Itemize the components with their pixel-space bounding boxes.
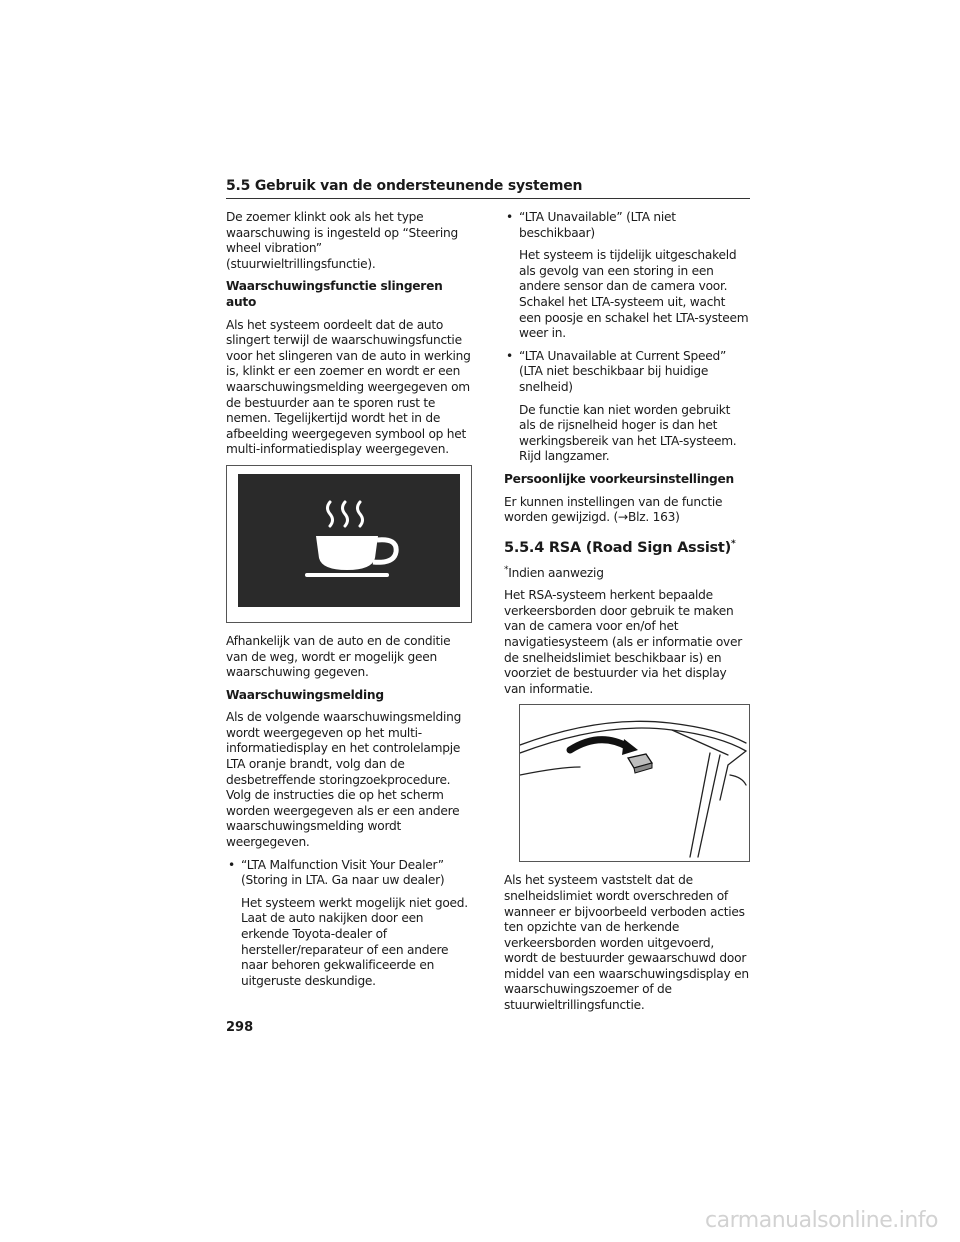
coffee-cup-icon [238,474,460,607]
bullet-lta-malfunction [226,858,472,990]
bullet-lta-unavailable-speed [504,349,750,465]
paragraph-sway-warning: Als het systeem oordeelt dat de auto slingert terwijl de waarschuwingsfunctie voor het slingeren van de auto in werking is, klinkt er een zoemer en wordt er een waarschuwingsmelding weergegeven om de bestuurder aan te sporen rust te nemen. Tegelijkertijd wordt het in de afbeelding weergegeven symbool op het multi-informatiedisplay weergegeven. [226,317,471,457]
figure-coffee-cup [226,465,472,623]
bullet-lta-unavailable [504,210,750,342]
subheading-warning-message: Waarschuwingsmelding [226,687,384,702]
paragraph-preferences: Er kunnen instellingen van de functie worden gewijzigd. (→Blz. 163) [504,494,723,525]
subheading-preferences: Persoonlijke voorkeursinstellingen [504,471,734,486]
multi-information-display [238,474,460,607]
front-camera-icon [628,754,652,773]
page-number: 298 [226,1020,254,1035]
bullet-body: De functie kan niet worden gebruikt als de rijsnelheid hoger is dan het werkingsbereik van het LTA-systeem. Rijd langzamer. [519,402,737,464]
bullet-body: Het systeem werkt mogelijk niet goed. Laat de auto nakijken door een erkende Toyota-dealer of hersteller/reparateur of een andere naar behoren gekwalificeerde en uitgeruste deskundige. [241,895,468,988]
bullet-body: Het systeem is tijdelijk uitgeschakeld als gevolg van een storing in een andere sensor dan de camera voor. Schakel het LTA-systeem uit, wacht een poosje en schakel het LTA-systeem weer in. [519,248,749,341]
section-title-asterisk: * [730,538,736,549]
subheading-sway-warning: Waarschuwingsfunctie slingeren auto [226,279,443,309]
right-column [504,210,750,1021]
paragraph-rsa-warning: Als het systeem vaststelt dat de snelheidslimiet wordt overschreden of wanneer er bijvoorbeeld verboden acties ten opzichte van de herkende verkeersborden worden uitgevoerd, wordt de bestuurder gewaarschuwd door middel van een waarschuwingsdisplay en waarschuwingszoemer of de stuurwieltrillingsfunctie. [504,873,749,1013]
footnote-asterisk: * [504,564,509,575]
bullet-title: • “LTA Malfunction Visit Your Dealer” (Storing in LTA. Ga naar uw dealer) [241,857,445,888]
footnote-text: Indien aanwezig [508,565,604,580]
footnote [504,563,750,582]
windshield-camera-illustration [520,705,749,861]
watermark: carmanualsonline.info [705,1208,938,1233]
paragraph-warning-message: Als de volgende waarschuwingsmelding wordt weergegeven op het multi-informatiedisplay en het controlelampje LTA oranje brandt, volg dan de desbetreffende storingzoekprocedure. Volg de instructies die op het scherm worden weergegeven als er een andere waarschuwingsmelding wordt weergegeven. [226,710,462,850]
figure-windshield-camera [519,704,750,862]
left-column [226,210,472,996]
section-title-rsa [504,535,750,557]
section-title-text: 5.5.4 RSA (Road Sign Assist) [504,539,731,556]
bullet-title: • “LTA Unavailable at Current Speed” (LTA niet beschikbaar bij huidige snelheid) [519,348,727,394]
paragraph-condition: Afhankelijk van de auto en de conditie van de weg, wordt er mogelijk geen waarschuwing gegeven. [226,633,451,680]
paragraph-buzzer: De zoemer klinkt ook als het type waarschuwing is ingesteld op “Steering wheel vibration” (stuurwieltrillingsfunctie). [226,210,458,271]
section-header: 5.5 Gebruik van de ondersteunende systemen [226,178,750,199]
bullet-title: • “LTA Unavailable” (LTA niet beschikbaar) [519,210,676,240]
paragraph-rsa-intro: Het RSA-systeem herkent bepaalde verkeersborden door gebruik te maken van de camera voor en/of het navigatiesysteem (als er informatie over de snelheidslimiet beschikbaar is) en voorziet de bestuurder via het display van informatie. [504,588,743,696]
